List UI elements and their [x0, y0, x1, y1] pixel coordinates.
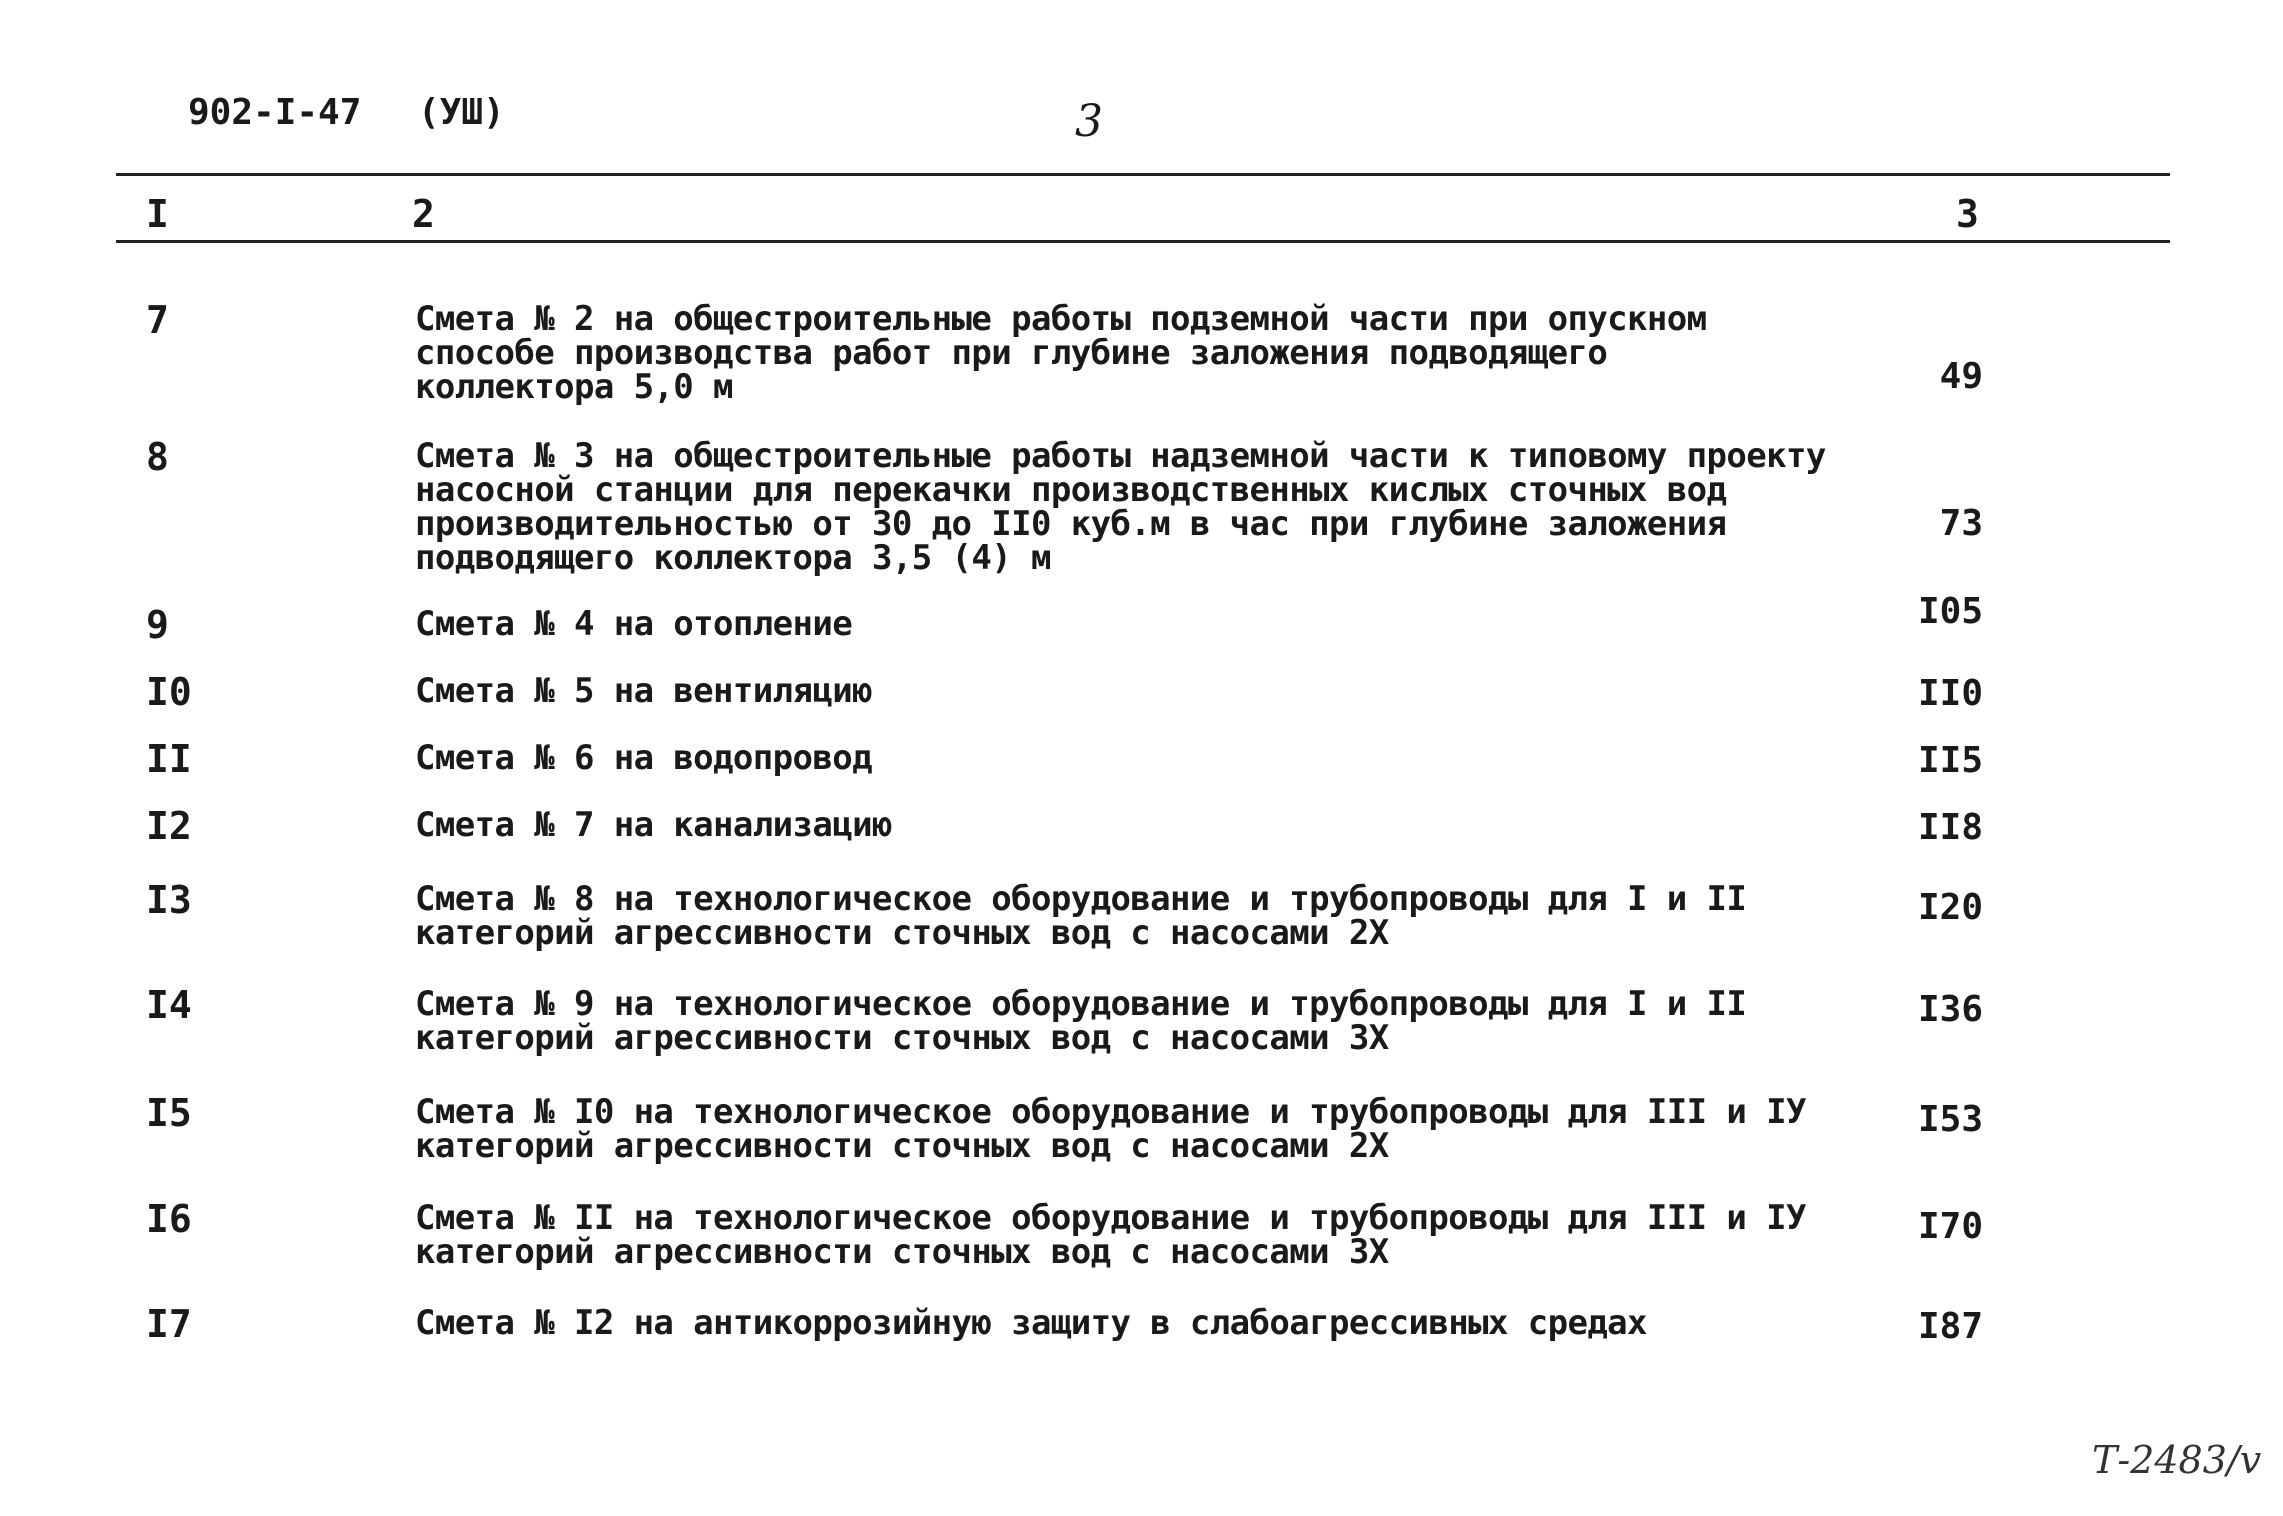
row-page: II8	[1917, 807, 1983, 848]
row-title: Смета № I2 на антикоррозийную защиту в слабоагрессивных средах	[415, 1303, 1647, 1343]
row-page: I05	[1917, 591, 1983, 632]
row-number: I4	[146, 983, 192, 1027]
row-number: I6	[146, 1197, 192, 1241]
row-title: Смета № 9 на технологическое оборудование и трубопроводы для I и II категорий агрессивности сточных вод с насосами 3Х	[415, 984, 1747, 1058]
row-title: Смета № 5 на вентиляцию	[415, 671, 873, 711]
table-top-rule	[116, 173, 2170, 176]
table-header-rule	[116, 240, 2170, 243]
row-number: I2	[146, 804, 192, 848]
row-page: 73	[1939, 503, 1983, 544]
column-header-number: I	[146, 192, 169, 236]
row-page: I70	[1917, 1206, 1983, 1247]
row-page: I53	[1917, 1099, 1983, 1140]
row-number: 9	[146, 603, 169, 647]
row-title: Смета № 2 на общестроительные работы подземной части при опускном способе производства работ при глубине заложения подводящего коллектора 5,0 м	[415, 299, 1707, 407]
document-series: (УШ)	[418, 92, 505, 133]
row-number: II	[146, 737, 192, 781]
row-number: I7	[146, 1302, 192, 1346]
row-title: Смета № 6 на водопровод	[415, 738, 873, 778]
row-title: Смета № I0 на технологическое оборудование и трубопроводы для III и IУ категорий агрессивности сточных вод с насосами 2Х	[415, 1092, 1806, 1166]
row-title: Смета № 3 на общестроительные работы надземной части к типовому проекту насосной станции для перекачки производственных кислых сточных вод производительностью от 30 до II0 куб.м в час при глубине заложения подводящего коллектора 3,5 (4) м	[415, 436, 1826, 578]
row-number: 8	[146, 435, 169, 479]
row-page: I20	[1917, 887, 1983, 928]
column-header-page: 3	[1956, 192, 1979, 236]
archive-code: Т-2483/v	[2092, 1438, 2262, 1482]
row-page: I87	[1917, 1306, 1983, 1347]
row-number: I3	[146, 878, 192, 922]
row-page: II5	[1917, 740, 1983, 781]
row-page: II0	[1917, 673, 1983, 714]
document-code: 902-I-47	[188, 92, 362, 133]
row-page: 49	[1939, 356, 1983, 397]
row-number: 7	[146, 298, 169, 342]
row-number: I5	[146, 1091, 192, 1135]
row-title: Смета № 4 на отопление	[415, 604, 853, 644]
row-title: Смета № II на технологическое оборудование и трубопроводы для III и IУ категорий агрессивности сточных вод с насосами 3Х	[415, 1198, 1806, 1272]
page-number: 3	[1075, 96, 1103, 147]
row-title: Смета № 8 на технологическое оборудование и трубопроводы для I и II категорий агрессивности сточных вод с насосами 2Х	[415, 879, 1747, 953]
column-header-title: 2	[412, 192, 435, 236]
row-number: I0	[146, 670, 192, 714]
row-page: I36	[1917, 989, 1983, 1030]
row-title: Смета № 7 на канализацию	[415, 805, 892, 845]
